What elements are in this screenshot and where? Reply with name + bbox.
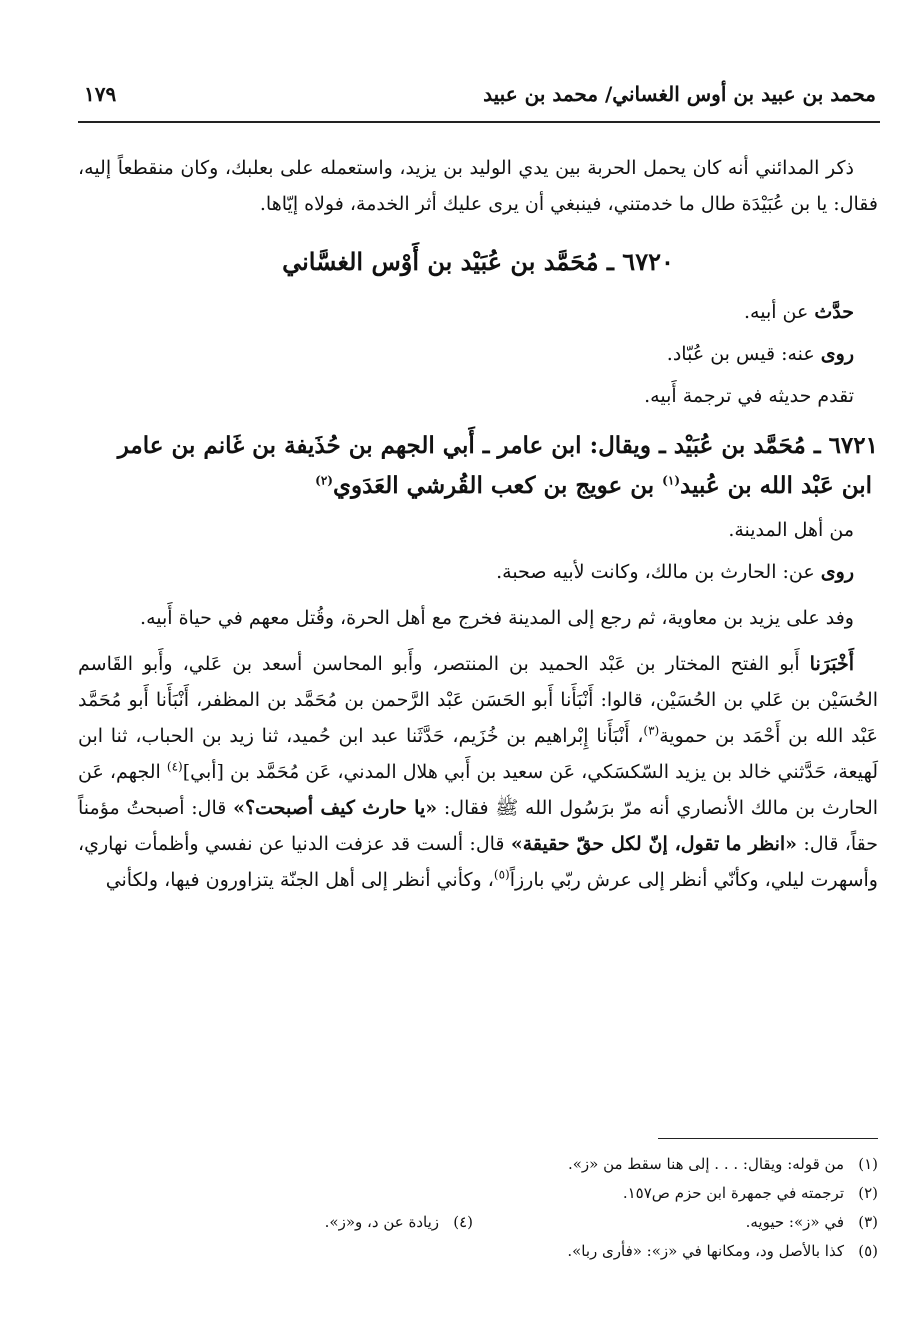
isnad-text: ليلي، وكأنّي أنظر إلى عرش ربّي بارزاً [509,869,805,891]
isnad-text: المظفر، أَنْبَأَنا أَبو مُحَمَّد عَبْد الله بن أَحْمَد بن حموية [78,689,879,747]
entry-heading-6721 [78,426,878,506]
intro-line: وكان منقطعاً إليه، فقال: يا بن عُبَيْدَة طال ما خدمتني، فينبغي أن يرى عليك أثر الخدمة، [78,157,878,215]
isnad-text: ابن حُميد، ثنا زيد بن الحباب، ثنا ابن لَهيعة، حَدَّثني خالد بن يزيد السّكسَكي، عَن سعيد بن [78,725,879,783]
origin-line: من أهل المدينة. [728,519,854,541]
footnote-rule [658,1138,878,1139]
isnad-text: برَسُول الله ﷺ فقال: [437,797,615,819]
footnote-item [80,1237,878,1266]
heading-part: ابن عَبْد الله بن عُبيد [680,472,872,499]
footnote-text: في «ز»: حيويه. [745,1213,844,1231]
intro-line: ذكر المدائني أنه كان يحمل الحربة بين يدي الوليد بن يزيد، واستعمله على بعلبك، [224,157,854,179]
footnote-text: من قوله: ويقال: . . . إلى هنا سقط من «ز». [567,1155,844,1173]
footnote-number: (١) [858,1155,878,1173]
isnad-text: ، أَنْبَأَنا إِبْراهيم بن خُزَيم، حَدَّثَنا عبد [371,725,644,747]
footnote-item [80,1179,878,1208]
footnote-text: زيادة عن د، و«ز». [324,1213,439,1231]
rawa-line [78,336,878,372]
wafada-paragraph [78,600,878,636]
footnote-item [325,1208,473,1237]
hadith-quote: تقول، إنّ لكل حقّ حقيقة» [510,833,720,855]
footnote-number: (٣) [858,1213,878,1231]
rawa-label: روى [820,343,854,365]
isnad-text: أَبو الفتح المختار بن عَبْد الحميد بن المنتصر، وأَبو المحاسن أسعد بن عَلي، [182,653,810,675]
hadith-quote: «انظر ما [725,833,798,855]
isnad-text: وأَبو القَاسم الحُسَيْن بن عَلي بن الحُسَيْن، قالوا: أَنْبَأَنا أَبو الحَسَن عَبْد الرَّحمن بن مُحَمَّد بن [78,653,879,711]
footnotes [80,1150,878,1266]
footnote-number: (٢) [858,1184,878,1202]
isnad-text: قال: أصبحتُ مؤمناً حقاً، قال: [78,797,879,855]
akhbarana-label: أَخْبَرَنا [809,653,854,675]
footnote-ref: (٢) [315,473,333,488]
footnote-ref: (٥) [493,867,510,882]
heading-line-1: ٦٧٢١ ـ مُحَمَّد بن عُبَيْد ـ ويقال: ابن عامر ـ أَبي الجهم بن حُذَيفة بن غَانم بن عامر [117,432,878,459]
hadith-quote: «يا حارث كيف أصبحت؟» [233,797,438,819]
intro-paragraph [78,150,878,222]
heading-line-2 [78,466,878,506]
haddath-text: عن أبيه. [743,301,815,323]
rawa-text: عن: الحارث بن مالك، وكانت لأبيه صحبة. [496,561,821,583]
rawa-label: روى [820,561,854,583]
isnad-text: الجهم، عَن الحارث بن مالك الأنصاري أنه مرّ [78,761,879,819]
entry-heading-6720: ٦٧٢٠ ـ مُحَمَّد بن عُبَيْد بن أَوْس الغسَّاني [282,247,674,276]
haddath-label: حدَّث [814,301,854,323]
header-rule [78,121,880,123]
rawa-text: عنه: قيس بن عُبّاد. [666,343,821,365]
footnote-text: ترجمته في جمهرة ابن حزم ص١٥٧. [622,1184,844,1202]
isnad-text: أَبي هلال المدني، عَن مُحَمَّد بن [أبي] [182,761,471,783]
isnad-text: ، وكأني أنظر إلى أهل الجنّة يتزاورون فيها، ولكأني [105,869,494,891]
footnote-item [80,1150,878,1179]
running-title: محمد بن عبيد بن أوس الغساني/ محمد بن عبيد [483,82,876,106]
haddath-line [78,294,878,330]
footnote-number: (٤) [453,1213,473,1231]
footnote-ref: (٣) [643,723,660,738]
main-text [78,150,878,898]
running-head [84,82,876,118]
wafada-line: حياة أَبيه. [140,607,212,629]
footnote-item [80,1208,878,1237]
footnote-number: (٥) [858,1242,878,1260]
isnad-paragraph [78,646,878,898]
footnote-text: كذا بالأصل ود، ومكانها في «ز»: «فأرى ربا». [567,1242,844,1260]
page-number: ١٧٩ [84,82,117,106]
footnote-ref: (١) [662,473,680,488]
intro-line: فولاه إيّاها. [259,193,344,215]
rawa-line-2 [78,554,878,590]
heading-part: بن عويج بن كعب القُرشي العَدَوي [332,472,663,499]
footnote-ref: (٤) [166,759,183,774]
entry-note: تقدم حديثه في ترجمة أَبيه. [644,385,854,407]
isnad-text: قال: ألست قد عزفت الدنيا عن نفسي وأظمأت نهاري، وأسهرت [78,833,878,891]
wafada-line: وفد على يزيد بن معاوية، ثم رجع إلى المدينة فخرج مع أهل الحرة، وقُتل معهم في [217,607,854,629]
